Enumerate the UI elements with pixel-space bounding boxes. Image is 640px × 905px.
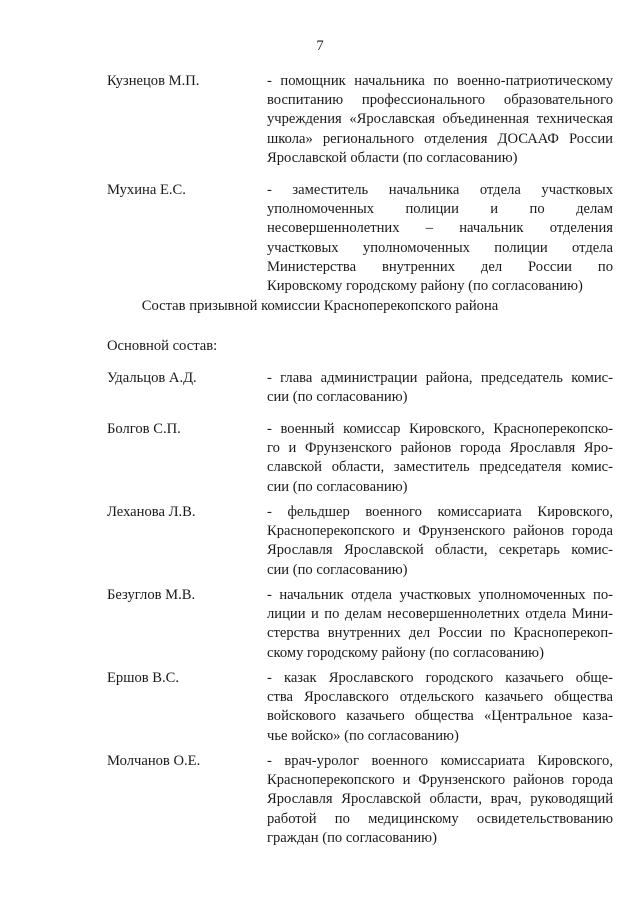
description-line: войскового казачьего общества «Центральное каза- [267,708,613,725]
description-line: воспитанию профессионального образовательного [267,92,613,109]
page-number: 7 [316,38,324,54]
description-line: - глава администрации района, председатель комис- [267,370,613,386]
description-line: стерства внутренних дел России по Красноперекоп- [267,625,613,642]
description-line: - казак Ярославского городского казачьего обще- [267,670,613,686]
description-line: го и Фрунзенского районов города Ярославля Яро- [267,440,613,457]
subsection-title: Основной состав: [107,338,218,354]
description-line: участковых уполномоченных полиции отдела [267,239,613,256]
member-description [267,420,613,497]
description-line: Ярославской области (по согласованию) [267,149,518,166]
description-line: - начальник отдела участковых уполномоченных по- [267,587,613,603]
member-description [267,586,613,663]
description-line: работой по медицинскому освидетельствованию [267,810,613,827]
section-title: Состав призывной комиссии Красноперекопского района [141,298,499,314]
description-line: Ярославля Ярославской области, врач, руководящий [267,791,613,808]
member-description [267,369,613,407]
description-line: уполномоченных полиции и по делам [267,201,613,218]
description-line: Ярославля Ярославской области, секретарь комис- [267,542,613,559]
description-line: учреждения «Ярославская объединенная техническая [267,111,613,128]
member-name: Болгов С.П. [107,421,181,437]
description-line: чье войско» (по согласованию) [267,727,459,744]
member-name: Леханова Л.В. [107,504,196,520]
member-name: Удальцов А.Д. [107,370,197,386]
member-description [267,503,613,580]
description-line: - фельдшер военного комиссариата Кировского, [267,504,613,520]
description-line: Кировскому городскому району (по согласованию) [267,277,583,294]
description-line: Министерства внутренних дел России по [267,258,613,275]
member-name: Мухина Е.С. [107,182,186,198]
description-line: - военный комиссар Кировского, Красноперекопско- [267,421,613,437]
member-description [267,752,613,848]
member-description [267,72,613,168]
member-name: Безуглов М.В. [107,587,196,603]
description-line: сии (по согласованию) [267,389,408,406]
description-line: ства Ярославского отдельского казачьего общества [267,689,613,706]
description-line: Красноперекопского и Фрунзенского районов города [267,523,613,540]
description-line: скому городскому району (по согласованию) [267,644,544,661]
description-line: лиции и по делам несовершеннолетних отдела Мини- [267,606,613,623]
description-line: Красноперекопского и Фрунзенского районов города [267,772,613,789]
description-line: несовершеннолетних – начальник отделения [267,220,613,237]
member-description [267,669,613,746]
member-description [267,181,613,296]
member-name: Ершов В.С. [107,670,180,686]
description-line: славской области, заместитель председателя комис- [267,459,613,476]
description-line: школа» регионального отделения ДОСААФ России [267,130,613,147]
member-name: Кузнецов М.П. [107,73,200,89]
description-line: - заместитель начальника отдела участковых [267,182,613,198]
description-line: граждан (по согласованию) [267,829,437,846]
member-name: Молчанов О.Е. [107,753,201,769]
description-line: сии (по согласованию) [267,561,408,578]
description-line: - врач-уролог военного комиссариата Кировского, [267,753,613,769]
description-line: - помощник начальника по военно-патриотическому [267,73,613,89]
description-line: сии (по согласованию) [267,478,408,495]
